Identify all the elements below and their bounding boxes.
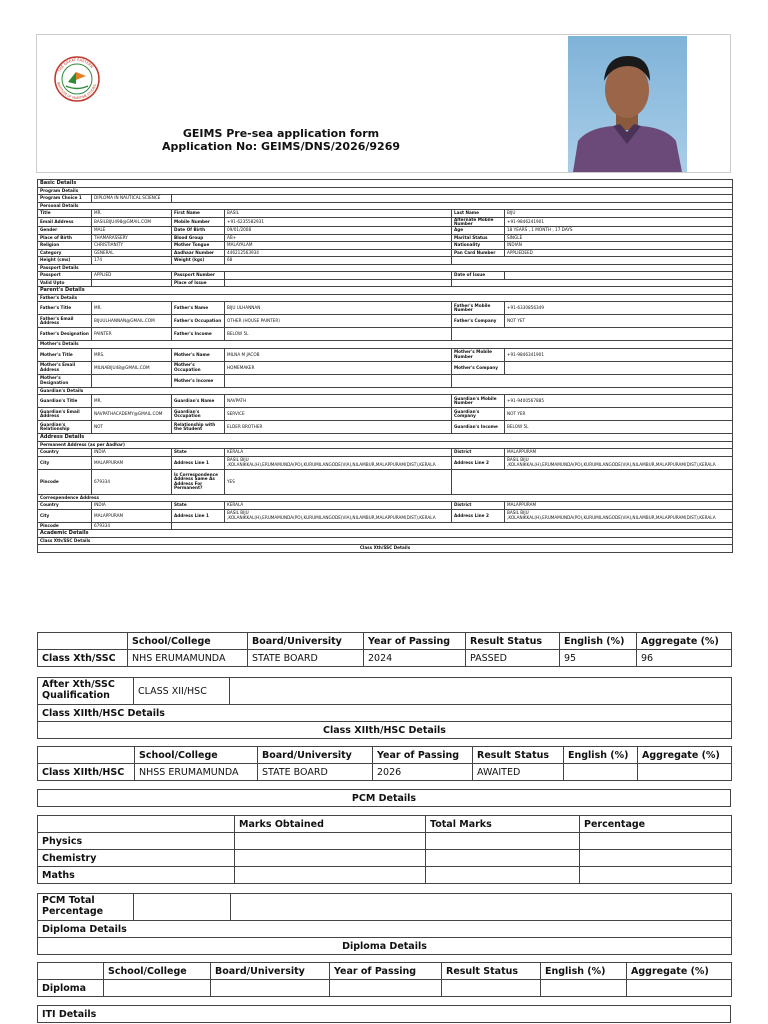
xii-result-header: Result Status: [473, 747, 564, 764]
physics-label: Physics: [38, 833, 235, 850]
empty-cell: [38, 633, 128, 650]
guardian-income-value: BELOW 5L: [505, 421, 733, 434]
x-english-value: 95: [560, 650, 637, 667]
perm-pincode-label: Pincode: [38, 469, 92, 494]
guardian-email-label: Guardian's Email Address: [38, 408, 92, 421]
class-x-subheading-center: Class Xth/SSC Details: [38, 545, 733, 553]
mother-designation-label: Mother's Designation: [38, 374, 92, 387]
program-choice-value: DIPLOMA IN NAUTICAL SCIENCE: [92, 195, 172, 203]
guardian-email-value: NAVPATHACADEMY@GMAIL.COM: [92, 408, 172, 421]
place-birth-label: Place of Birth: [38, 234, 92, 242]
after-x-value: CLASS XII/HSC: [134, 678, 230, 705]
perm-district-label: District: [452, 449, 505, 457]
mothers-details-heading: Mother's Details: [38, 341, 733, 349]
date-issue-value: [505, 272, 733, 280]
pcm-total-table: [37, 893, 732, 955]
pcm-total-header: Total Marks: [426, 816, 580, 833]
diploma-school-header: School/College: [104, 963, 211, 980]
corr-state-label: State: [172, 502, 225, 510]
xii-english-value: [564, 764, 638, 781]
pcm-marks-header: Marks Obtained: [235, 816, 426, 833]
x-english-header: English (%): [560, 633, 637, 650]
date-issue-label: Date of Issue: [452, 272, 505, 280]
aadhaar-label: Aadhaar Number: [172, 249, 225, 257]
passport-value: APPLIED: [92, 272, 172, 280]
pan-value: APPLIEDEED: [505, 249, 733, 257]
last-name-value: BIJU: [505, 210, 733, 218]
pcm-heading-table: [37, 789, 731, 807]
geims-logo: [52, 54, 102, 104]
marital-value: SINGLE: [505, 234, 733, 242]
empty-cell: [452, 328, 733, 341]
x-board-header: Board/University: [248, 633, 364, 650]
nationality-label: Nationality: [452, 242, 505, 250]
weight-value: 68: [225, 257, 452, 265]
passport-number-label: Passport Number: [172, 272, 225, 280]
place-issue-label: Place of Issue: [172, 279, 225, 287]
class-xii-heading: Class XIIth/HSC Details: [38, 705, 732, 722]
perm-state-label: State: [172, 449, 225, 457]
valid-upto-value: [92, 279, 172, 287]
diploma-board-value: [211, 980, 330, 997]
father-occupation-value: OTHER (HOUSE PAINTER): [225, 315, 452, 328]
title-value: MR.: [92, 210, 172, 218]
father-occupation-label: Father's Occupation: [172, 315, 225, 328]
height-label: Height (cms): [38, 257, 92, 265]
blood-group-value: AB+: [225, 234, 452, 242]
guardian-name-label: Guardian's Name: [172, 395, 225, 408]
diploma-heading: Diploma Details: [38, 921, 732, 938]
father-title-value: MR.: [92, 302, 172, 315]
perm-country-label: Country: [38, 449, 92, 457]
blood-group-label: Blood Group: [172, 234, 225, 242]
mother-company-value: [505, 361, 733, 374]
father-email-label: Father's Email Address: [38, 315, 92, 328]
mobile-label: Mobile Number: [172, 217, 225, 227]
empty-cell: [452, 257, 733, 265]
xii-board-value: STATE BOARD: [258, 764, 373, 781]
guardian-mobile-label: Guardian's Mobile Number: [452, 395, 505, 408]
xii-result-value: AWAITED: [473, 764, 564, 781]
corr-state-value: KERALA: [225, 502, 452, 510]
permanent-address-heading: Permanent Address (as per Aadhar): [38, 441, 733, 449]
mother-tongue-label: Mother Tongue: [172, 242, 225, 250]
mother-email-value: MILNABIJU48@GMAIL.COM: [92, 361, 172, 374]
diploma-result-value: [442, 980, 541, 997]
empty-cell: [452, 279, 733, 287]
corr-same-value: YES: [225, 469, 452, 494]
title-label: Title: [38, 210, 92, 218]
perm-address1-label: Address Line 1: [172, 456, 225, 469]
class-x-table: [37, 632, 732, 667]
mother-mobile-value: +91-9846341901: [505, 348, 733, 361]
x-year-header: Year of Passing: [364, 633, 466, 650]
email-value: BASILBIJU498@GMAIL.COM: [92, 217, 172, 227]
perm-address2-value: BASIL BIJU ,KOLANIKKAL(H),ERUMAMUNDA(PO),KURUMILANGODE(VIA),NILAMBUR,MALAPPURAM(DIST),KERALA: [505, 456, 733, 469]
correspondence-address-heading: Correspendence Address: [38, 494, 733, 502]
empty-cell: [230, 678, 732, 705]
logo-text-top: THE GREAT EASTERN: [57, 57, 94, 73]
mother-title-value: MRS.: [92, 348, 172, 361]
diploma-english-value: [541, 980, 627, 997]
religion-label: Religion: [38, 242, 92, 250]
pan-label: Pan Card Number: [452, 249, 505, 257]
marital-label: Marital Status: [452, 234, 505, 242]
perm-city-label: City: [38, 456, 92, 469]
gender-value: MALE: [92, 227, 172, 235]
after-x-label: After Xth/SSC Qualification: [38, 678, 134, 705]
guardian-company-value: NOT YER: [505, 408, 733, 421]
mother-income-label: Mother's Income: [172, 374, 225, 387]
guardian-relationship-value: NOT: [92, 421, 172, 434]
father-mobile-value: +91-6330856349: [505, 302, 733, 315]
valid-upto-label: Valid Upto: [38, 279, 92, 287]
corr-country-label: Country: [38, 502, 92, 510]
diploma-row-label: Diploma: [38, 980, 104, 997]
logo-text-bottom: INSTITUTE OF MARITIME STUDIES: [56, 81, 98, 101]
applicant-photo: [568, 36, 687, 172]
x-aggregate-value: 96: [637, 650, 732, 667]
last-name-label: Last Name: [452, 210, 505, 218]
age-value: 18 YEARS , 1 MONTH , 17 DAYS: [505, 227, 733, 235]
corr-district-value: MALAPPURAM: [505, 502, 733, 510]
corr-same-label: Is Correspondence Address Same As Address For Permanent?: [172, 469, 225, 494]
diploma-result-header: Result Status: [442, 963, 541, 980]
x-aggregate-header: Aggregate (%): [637, 633, 732, 650]
relationship-student-value: ELDER BROTHER: [225, 421, 452, 434]
age-label: Age: [452, 227, 505, 235]
guardian-relationship-label: Guardian's Relationship: [38, 421, 92, 434]
corr-pincode-label: Pincode: [38, 522, 92, 530]
father-designation-label: Father's Designation: [38, 328, 92, 341]
guardian-company-label: Guardian's Company: [452, 408, 505, 421]
x-year-value: 2024: [364, 650, 466, 667]
x-result-header: Result Status: [466, 633, 560, 650]
address-details-heading: Address Details: [38, 434, 733, 442]
category-value: GENERAL: [92, 249, 172, 257]
first-name-value: BASIL: [225, 210, 452, 218]
guardian-title-label: Guardian's Title: [38, 395, 92, 408]
corr-address1-value: BASIL BIJU ,KOLANIKKAL(H),ERUMAMUNDA(PO),KURUMILANGODE(VIA),NILAMBUR,MALAPPURAM(DIST),KERALA: [225, 509, 452, 522]
father-email-value: BIJUULHANNAN@GMAIL.COM: [92, 315, 172, 328]
guardian-mobile-value: +91-9400567885: [505, 395, 733, 408]
pcm-total-label: PCM Total Percentage: [38, 894, 134, 921]
x-row-label: Class Xth/SSC: [38, 650, 128, 667]
pcm-heading: PCM Details: [38, 790, 731, 807]
gender-label: Gender: [38, 227, 92, 235]
x-school-value: NHS ERUMAMUNDA: [128, 650, 248, 667]
guardian-occupation-value: SERVICE: [225, 408, 452, 421]
place-birth-value: THAMARASSERY: [92, 234, 172, 242]
empty-cell: [38, 963, 104, 980]
class-xii-table: [37, 746, 732, 781]
pcm-percentage-header: Percentage: [580, 816, 732, 833]
father-income-label: Father's Income: [172, 328, 225, 341]
xii-row-label: Class XIIth/HSC: [38, 764, 135, 781]
weight-label: Weight (kgs): [172, 257, 225, 265]
religion-value: CHRISTIANITY: [92, 242, 172, 250]
iti-heading: ITI Details: [38, 1006, 731, 1023]
alt-mobile-label: Alternate Mobile Number: [452, 217, 505, 227]
chemistry-marks: [235, 850, 426, 867]
xii-aggregate-header: Aggregate (%): [638, 747, 732, 764]
personal-details-heading: Personal Details: [38, 202, 733, 210]
guardian-name-value: NAVPATH: [225, 395, 452, 408]
diploma-english-header: English (%): [541, 963, 627, 980]
father-name-value: BIJU ULHANNAN: [225, 302, 452, 315]
xii-year-value: 2026: [373, 764, 473, 781]
diploma-year-header: Year of Passing: [330, 963, 442, 980]
mother-occupation-label: Mother's Occupation: [172, 361, 225, 374]
empty-cell: [452, 469, 733, 494]
place-issue-value: [225, 279, 452, 287]
diploma-table: [37, 962, 732, 997]
maths-label: Maths: [38, 867, 235, 884]
class-xii-heading-center: Class XIIth/HSC Details: [38, 722, 732, 739]
perm-address1-value: BASIL BIJU ,KOLANIKKAL(H),ERUMAMUNDA(PO),KURUMILANGODE(VIA),NILAMBUR,MALAPPURAM(DIST),KERALA: [225, 456, 452, 469]
x-board-value: STATE BOARD: [248, 650, 364, 667]
height-value: 174: [92, 257, 172, 265]
guardian-occupation-label: Guardian's Occupation: [172, 408, 225, 421]
chemistry-label: Chemistry: [38, 850, 235, 867]
empty-cell: [231, 894, 732, 921]
empty-cell: [172, 522, 733, 530]
parents-details-heading: Parent's Details: [38, 287, 733, 295]
corr-city-value: MALAPPURAM: [92, 509, 172, 522]
mother-income-value: [225, 374, 452, 387]
perm-district-value: MALAPPURAM: [505, 449, 733, 457]
iti-table: [37, 1005, 731, 1023]
corr-address2-value: BASIL BIJU ,KOLANIKKAL(H),ERUMAMUNDA(PO),KURUMILANGODE(VIA),NILAMBUR,MALAPPURAM(DIST),KERALA: [505, 509, 733, 522]
mobile-value: +91-6235582931: [225, 217, 452, 227]
xii-year-header: Year of Passing: [373, 747, 473, 764]
empty-cell: [452, 374, 733, 387]
category-label: Category: [38, 249, 92, 257]
mother-name-value: MILNA M JACOB: [225, 348, 452, 361]
mother-tongue-value: MALAYALAM: [225, 242, 452, 250]
father-name-label: Father's Name: [172, 302, 225, 315]
xii-english-header: English (%): [564, 747, 638, 764]
passport-number-value: [225, 272, 452, 280]
guardian-title-value: MR.: [92, 395, 172, 408]
details-table: [37, 179, 733, 553]
dob-value: 09/01/2008: [225, 227, 452, 235]
xii-aggregate-value: [638, 764, 732, 781]
nationality-value: INDIAN: [505, 242, 733, 250]
x-result-value: PASSED: [466, 650, 560, 667]
mother-occupation-value: HOMEMAKER: [225, 361, 452, 374]
diploma-board-header: Board/University: [211, 963, 330, 980]
chemistry-total: [426, 850, 580, 867]
pcm-table: [37, 815, 732, 884]
maths-percentage: [580, 867, 732, 884]
empty-cell: [38, 816, 235, 833]
father-income-value: BELOW 5L: [225, 328, 452, 341]
physics-percentage: [580, 833, 732, 850]
class-x-subheading: Class Xth/SSC Details: [38, 537, 733, 545]
father-company-label: Father's Company: [452, 315, 505, 328]
diploma-aggregate-header: Aggregate (%): [627, 963, 732, 980]
guardians-details-heading: Guardian's Details: [38, 387, 733, 395]
maths-marks: [235, 867, 426, 884]
corr-address2-label: Address Line 2: [452, 509, 505, 522]
mother-mobile-label: Mother's Mobile Number: [452, 348, 505, 361]
perm-city-value: MALAPPURAM: [92, 456, 172, 469]
diploma-year-value: [330, 980, 442, 997]
diploma-school-value: [104, 980, 211, 997]
corr-pincode-value: 679334: [92, 522, 172, 530]
email-label: Email Address: [38, 217, 92, 227]
xii-school-value: NHSS ERUMAMUNDA: [135, 764, 258, 781]
perm-state-value: KERALA: [225, 449, 452, 457]
mother-name-label: Mother's Name: [172, 348, 225, 361]
form-title: GEIMS Pre-sea application form: [182, 127, 380, 140]
father-mobile-label: Father's Mobile Number: [452, 302, 505, 315]
academic-details-heading: Academic Details: [38, 530, 733, 538]
mother-title-label: Mother's Title: [38, 348, 92, 361]
father-title-label: Father's Title: [38, 302, 92, 315]
basic-details-heading: Basic Details: [38, 180, 733, 188]
physics-marks: [235, 833, 426, 850]
diploma-aggregate-value: [627, 980, 732, 997]
perm-pincode-value: 679334: [92, 469, 172, 494]
diploma-heading-center: Diploma Details: [38, 938, 732, 955]
after-x-table: [37, 677, 732, 739]
mother-designation-value: [92, 374, 172, 387]
chemistry-percentage: [580, 850, 732, 867]
corr-district-label: District: [452, 502, 505, 510]
fathers-details-heading: Father's Details: [38, 294, 733, 302]
program-choice-label: Program Choice 1: [38, 195, 92, 203]
guardian-income-label: Guardian's Income: [452, 421, 505, 434]
passport-details-heading: Passport Details: [38, 264, 733, 272]
empty-cell: [38, 747, 135, 764]
father-designation-value: PAINTER: [92, 328, 172, 341]
empty-cell: [172, 195, 733, 203]
mother-email-label: Mother's Email Address: [38, 361, 92, 374]
program-details-heading: Program Details: [38, 187, 733, 195]
corr-country-value: INDIA: [92, 502, 172, 510]
corr-address1-label: Address Line 1: [172, 509, 225, 522]
first-name-label: First Name: [172, 210, 225, 218]
xii-board-header: Board/University: [258, 747, 373, 764]
physics-total: [426, 833, 580, 850]
perm-country-value: INDIA: [92, 449, 172, 457]
maths-total: [426, 867, 580, 884]
relationship-student-label: Relationship with the Student: [172, 421, 225, 434]
application-number: Application No: GEIMS/DNS/2026/9269: [161, 140, 401, 153]
perm-address2-label: Address Line 2: [452, 456, 505, 469]
mother-company-label: Mother's Company: [452, 361, 505, 374]
father-company-value: NOT YET: [505, 315, 733, 328]
passport-label: Passport: [38, 272, 92, 280]
x-school-header: School/College: [128, 633, 248, 650]
dob-label: Date Of Birth: [172, 227, 225, 235]
corr-city-label: City: [38, 509, 92, 522]
aadhaar-value: 446212563934: [225, 249, 452, 257]
alt-mobile-value: +91-9846241901: [505, 217, 733, 227]
xii-school-header: School/College: [135, 747, 258, 764]
pcm-total-value: [134, 894, 231, 921]
